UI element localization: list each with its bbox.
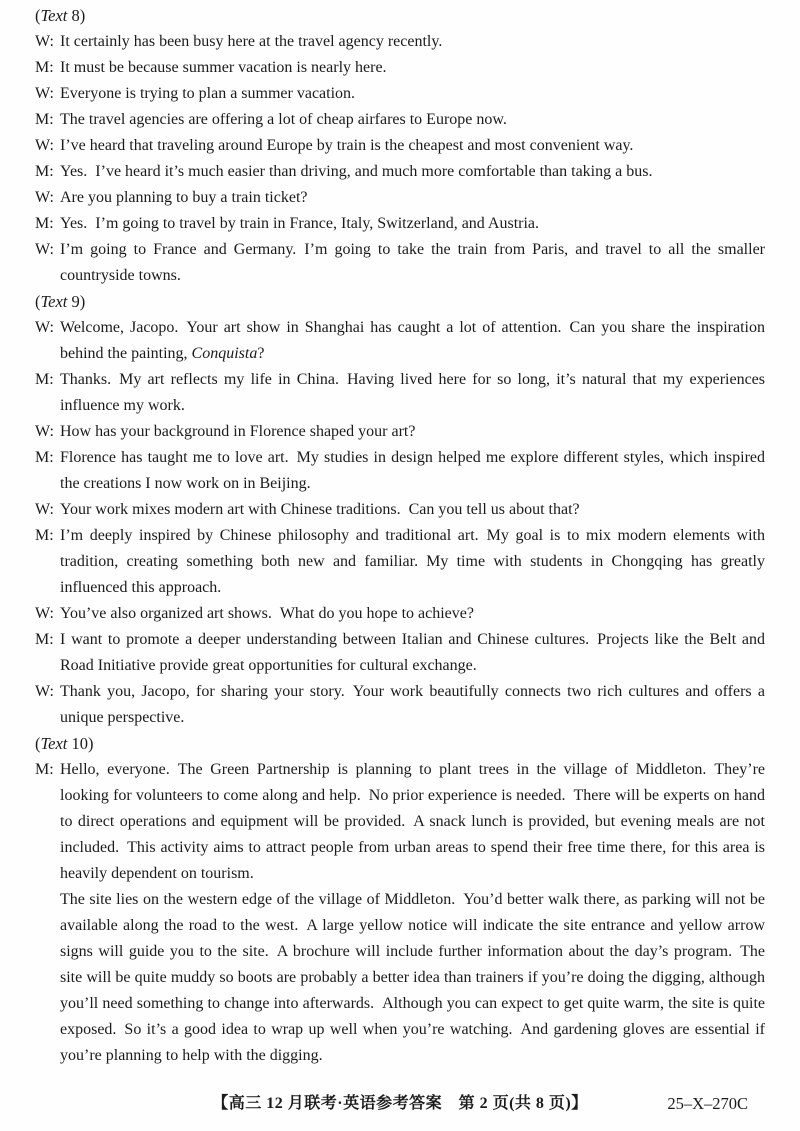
dialogue-text: I’ve heard that traveling around Europe by train is the cheapest and most convenient way. (60, 137, 634, 154)
speaker-label: W: (35, 33, 54, 50)
dialogue-line (35, 367, 765, 419)
footer-paper-code: 25–X–270C (667, 1094, 748, 1113)
dialogue-line (35, 445, 765, 497)
speaker-label: W: (35, 189, 54, 206)
heading-paren: ( (35, 6, 41, 25)
speaker-label: W: (35, 137, 54, 154)
monologue-text: The site lies on the western edge of the village of Middleton. You’d better walk there, as parking will not be available along the road to the west. A large yellow notice will indicate the site entrance and yellow arrow signs will guide you to the site. A brochure will include further information about the day’s program. The site will be quite muddy so boots are probably a better idea than trainers if you’re doing the digging, although you’ll need something to change into afterwards. Although you can expect to get quite warm, the site is quite exposed. So it’s a good idea to wrap up well when you’re watching. And gardening gloves are essential if you’re planning to help with the digging. (60, 891, 765, 1064)
dialogue-text: Your work mixes modern art with Chinese traditions. Can you tell us about that? (60, 501, 580, 518)
dialogue-line (35, 627, 765, 679)
heading-paren: ( (35, 292, 41, 311)
heading-word: Text (40, 292, 68, 311)
dialogue-text: I’m deeply inspired by Chinese philosophy and traditional art. My goal is to mix modern elements with tradition, creating something both new and familiar. My time with students in Chongqing has greatly influenced this approach. (60, 527, 765, 596)
speaker-label: M: (35, 371, 54, 388)
dialogue-line (35, 601, 765, 627)
transcript-content (35, 3, 765, 1069)
speaker-label: M: (35, 59, 54, 76)
heading-word: Text (40, 734, 68, 753)
heading-number: 10) (67, 734, 94, 753)
dialogue-text: How has your background in Florence shaped your art? (60, 423, 416, 440)
dialogue-line (35, 315, 765, 367)
dialogue-line (35, 55, 765, 81)
dialogue-text: ? (257, 345, 265, 362)
speaker-label: M: (35, 215, 54, 232)
speaker-label: M: (35, 631, 54, 648)
dialogue-text: Are you planning to buy a train ticket? (60, 189, 308, 206)
dialogue-line (35, 237, 765, 289)
monologue-paragraph (35, 757, 765, 887)
section-heading-text8 (35, 3, 765, 29)
dialogue-text: Everyone is trying to plan a summer vacation. (60, 85, 356, 102)
dialogue-line (35, 211, 765, 237)
page-footer (0, 1091, 800, 1117)
speaker-label: W: (35, 319, 54, 336)
dialogue-text: Florence has taught me to love art. My studies in design helped me explore different styles, which inspired the creations I now work on in Beijing. (60, 449, 765, 492)
dialogue-line (35, 81, 765, 107)
speaker-label: W: (35, 85, 54, 102)
dialogue-text: Welcome, Jacopo. Your art show in Shanghai has caught a lot of attention. Can you share the inspiration behind the painting, (60, 319, 765, 362)
dialogue-text: Yes. I’m going to travel by train in France, Italy, Switzerland, and Austria. (60, 215, 540, 232)
dialogue-line (35, 107, 765, 133)
speaker-label: W: (35, 683, 54, 700)
speaker-label: W: (35, 241, 54, 258)
dialogue-text: You’ve also organized art shows. What do you hope to achieve? (60, 605, 474, 622)
dialogue-text: I want to promote a deeper understanding between Italian and Chinese cultures. Projects like the Belt and Road Initiative provide great opportunities for cultural exchange. (60, 631, 765, 674)
heading-number: 8) (67, 6, 86, 25)
dialogue-text: It certainly has been busy here at the travel agency recently. (60, 33, 443, 50)
speaker-label: M: (35, 163, 54, 180)
speaker-label: W: (35, 501, 54, 518)
dialogue-text: I’m going to France and Germany. I’m going to take the train from Paris, and travel to all the smaller countryside towns. (60, 241, 765, 284)
dialogue-text: It must be because summer vacation is nearly here. (60, 59, 387, 76)
heading-number: 9) (67, 292, 86, 311)
dialogue-line (35, 133, 765, 159)
dialogue-line (35, 679, 765, 731)
dialogue-text: Thank you, Jacopo, for sharing your story. Your work beautifully connects two rich cultures and offers a unique perspective. (60, 683, 765, 726)
speaker-label: W: (35, 423, 54, 440)
dialogue-text: Thanks. My art reflects my life in China. Having lived here for so long, it’s natural that my experiences influence my work. (60, 371, 765, 414)
dialogue-line (35, 185, 765, 211)
section-heading-text9 (35, 289, 765, 315)
speaker-label: M: (35, 527, 54, 544)
dialogue-line (35, 523, 765, 601)
heading-word: Text (40, 6, 68, 25)
painting-title-italic: Conquista (191, 345, 258, 362)
speaker-label: M: (35, 761, 54, 778)
dialogue-text: Yes. I’ve heard it’s much easier than driving, and much more comfortable than taking a bus. (60, 163, 653, 180)
speaker-label: M: (35, 111, 54, 128)
monologue-text: Hello, everyone. The Green Partnership is planning to plant trees in the village of Middleton. They’re looking for volunteers to come along and help. No prior experience is needed. There will be experts on hand to direct operations and equipment will be provided. A snack lunch is provided, but evening meals are not included. This activity aims to attract people from urban areas to spend their free time there, for this area is heavily dependent on tourism. (60, 761, 765, 882)
section-heading-text10 (35, 731, 765, 757)
dialogue-line (35, 419, 765, 445)
dialogue-line (35, 497, 765, 523)
dialogue-line (35, 159, 765, 185)
speaker-label: M: (35, 449, 54, 466)
dialogue-line (35, 29, 765, 55)
heading-paren: ( (35, 734, 41, 753)
footer-exam-title-pagenum: 【高三 12 月联考·英语参考答案 第 2 页(共 8 页)】 (212, 1095, 588, 1112)
monologue-paragraph (35, 887, 765, 1069)
speaker-label: W: (35, 605, 54, 622)
dialogue-text: The travel agencies are offering a lot of cheap airfares to Europe now. (60, 111, 507, 128)
